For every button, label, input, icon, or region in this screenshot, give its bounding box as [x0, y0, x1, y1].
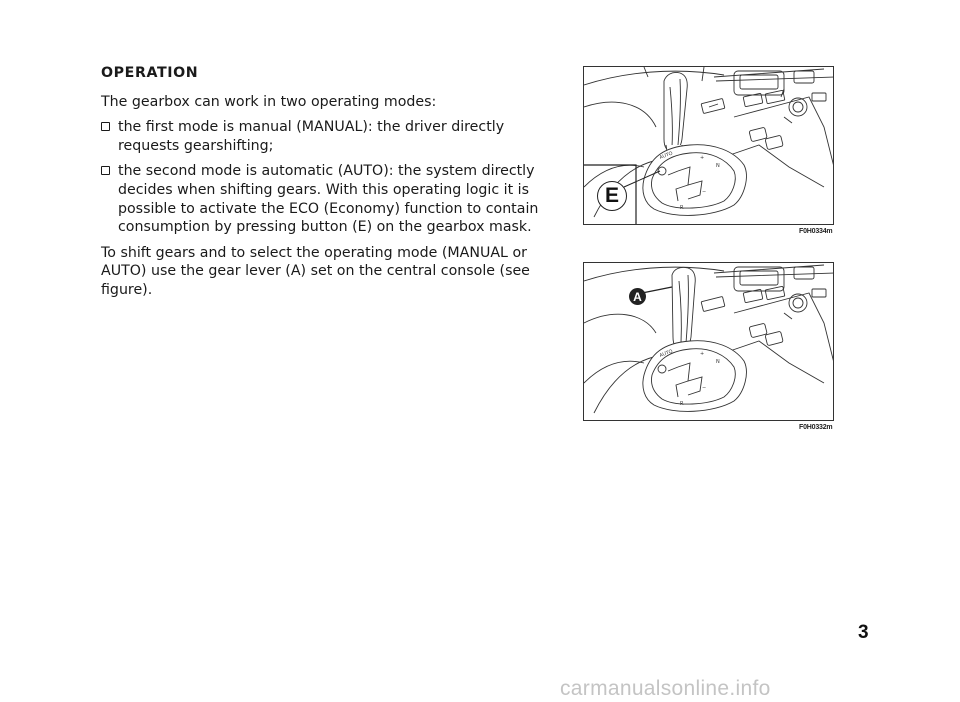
checkbox-bullet-icon	[101, 122, 110, 131]
bullet-item-manual	[101, 118, 561, 155]
footer-watermark: carmanualsonline.info	[560, 677, 771, 700]
svg-text:AUTO: AUTO	[658, 150, 674, 161]
text-column	[101, 64, 561, 307]
callout-e-label: E	[597, 181, 627, 211]
figure-gearbox-eco-button	[583, 66, 834, 225]
gear-console-illustration-icon	[584, 263, 834, 421]
intro-paragraph: The gearbox can work in two operating modes:	[101, 93, 437, 110]
figure-code: F0H0332m	[799, 424, 833, 431]
figure-gear-lever	[583, 262, 834, 421]
svg-text:+: +	[700, 155, 705, 161]
svg-text:−: −	[702, 385, 707, 391]
figure-code: F0H0334m	[799, 228, 833, 235]
svg-text:N: N	[716, 163, 720, 169]
bullet-text: the first mode is manual (MANUAL): the driver directly requests gearshifting;	[118, 119, 505, 154]
svg-text:AUTO: AUTO	[658, 348, 674, 359]
page-number: 3	[858, 622, 869, 643]
checkbox-bullet-icon	[101, 166, 110, 175]
svg-text:R: R	[680, 205, 684, 211]
closing-paragraph: To shift gears and to select the operating mode (MANUAL or AUTO) use the gear lever (A) set on the central console (see figure).	[101, 244, 530, 298]
svg-text:R: R	[680, 401, 684, 407]
svg-text:+: +	[700, 351, 705, 357]
svg-text:N: N	[716, 359, 720, 365]
section-heading: OPERATION	[101, 65, 199, 81]
bullet-item-auto	[101, 162, 561, 236]
callout-a-label: A	[629, 288, 646, 305]
svg-text:−: −	[702, 189, 707, 195]
bullet-text: the second mode is automatic (AUTO): the system directly decides when shifting gears. With this operating logic it is possible to activate the ECO (Economy) function to contain consumption by pressing button (E) on the gearbox mask.	[118, 163, 539, 236]
